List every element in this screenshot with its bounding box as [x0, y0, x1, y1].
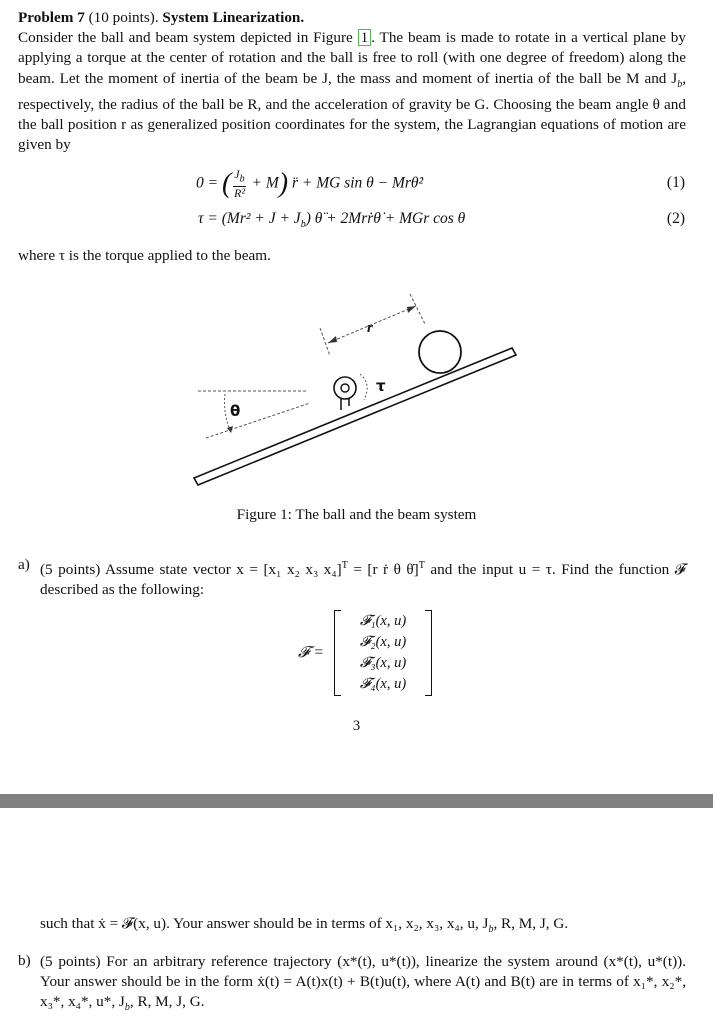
equation-2 [198, 210, 465, 230]
page-number: 3 [352, 718, 361, 734]
intro-sub-b: b [677, 78, 683, 90]
part-a-label: a) [18, 556, 30, 573]
such-that-sub: b [488, 924, 494, 936]
problem-points: (10 points). [84, 9, 163, 26]
part-a-text [40, 556, 686, 600]
part-b-end: , R, M, J, G. [129, 993, 205, 1011]
eq1-inner: + M [247, 174, 279, 192]
matrix-row-3: 𝓕₃(x, u) [359, 655, 407, 671]
figure-caption: Figure 1: The ball and the beam system [236, 506, 477, 523]
part-a-sup-2: T [418, 560, 425, 571]
matrix-entries [335, 610, 431, 695]
equation-1 [196, 168, 423, 200]
pivot-inner-circle [341, 384, 349, 392]
eq2-sub: b [300, 219, 306, 231]
problem-subtitle: System Linearization. [162, 9, 305, 26]
such-that-main: such that ẋ = 𝓕(x, u). Your answer should be in terms of x₁, x₂, x₃, x₄, u, J [40, 915, 489, 932]
such-that-text [40, 914, 690, 940]
pivot-outer-circle [334, 377, 356, 399]
matrix-row-2: 𝓕₂(x, u) [359, 634, 407, 650]
eq1-left-paren: ( [221, 168, 232, 199]
eq1-lhs: 0 = [196, 174, 219, 192]
part-b-text [40, 952, 686, 1019]
intro-text-2: . The beam is made to rotate in a vertical plane by applying a torque at the center of rotation and the ball is free to roll (with one degree of freedom) along the beam. Let the moment of inertia of the beam be J, the mass and moment of inertia of the ball be M and J [18, 29, 686, 87]
eq1-rest: r̈ + MG sin θ − Mrθ̇² [288, 174, 424, 192]
r-arrowhead-left [328, 336, 337, 343]
part-a-text-3: and the input u = τ. Find the function 𝓕 described as the following: [40, 561, 686, 599]
problem-paragraph [18, 8, 686, 155]
eq2-text: τ = (Mr² + J + J [198, 210, 301, 227]
tau-label: τ [376, 377, 386, 395]
intro-text-1: Consider the ball and beam system depicted in Figure [18, 29, 358, 47]
beam-shape [194, 348, 516, 485]
r-extension-line-left [320, 328, 330, 356]
matrix-brackets [334, 610, 432, 696]
theta-label: θ [230, 402, 241, 420]
eq1-fraction [233, 168, 245, 199]
equation-2-number: (2) [666, 210, 685, 227]
matrix-row-1: 𝓕₁(x, u) [359, 613, 407, 629]
part-a-text-1: (5 points) Assume state vector x = [x₁ x₂ x₃ x₄] [40, 561, 342, 579]
part-a-text-2: = [r ṙ θ θ̇] [347, 561, 419, 579]
angle-reference-line [206, 403, 310, 438]
figure-reference-link[interactable]: 1 [358, 29, 372, 46]
part-a-sup-1: T [341, 560, 348, 571]
eq1-frac-den: R² [233, 185, 245, 200]
eq2-rest: ) θ̈ + 2Mrṙθ̇ + MGr cos θ [305, 210, 466, 227]
equation-1-number: (1) [666, 174, 685, 191]
problem-title: Problem 7 [18, 9, 85, 26]
where-tau-text: where τ is the torque applied to the beam. [18, 247, 271, 264]
eq1-frac-num: J [234, 167, 240, 182]
matrix-row-4: 𝓕₄(x, u) [359, 676, 407, 692]
ball-beam-figure [180, 280, 540, 495]
ball-circle [419, 331, 461, 373]
part-b-label: b) [18, 952, 31, 969]
r-arrowhead-right [407, 306, 416, 313]
eq1-frac-num-sub: b [239, 173, 245, 185]
torque-arc [360, 374, 367, 400]
intro-text-3: , respectively, the radius of the ball be R, and the acceleration of gravity be G. Choosing the beam angle θ and the ball position r as generalized position coordinates for the system, the Lagrangian equations of motion are given by [18, 69, 686, 154]
page-divider [0, 794, 713, 808]
eq1-right-paren: ) [278, 168, 289, 199]
matrix-lhs: 𝓕 = [298, 644, 324, 661]
part-b-main: (5 points) For an arbitrary reference trajectory (x*(t), u*(t)), linearize the system around (x*(t), u*(t)). Your answer should be in the form ẋ(t) = A(t)x(t) + B(t)u(t), where A(t) and B(t) are in terms of x₁*, x₂*, x₃*, x₄*, u*, J [40, 953, 686, 1011]
r-label: r [367, 320, 373, 336]
part-b-sub: b [124, 1002, 130, 1014]
such-that-end: , R, M, J, G. [493, 915, 569, 932]
